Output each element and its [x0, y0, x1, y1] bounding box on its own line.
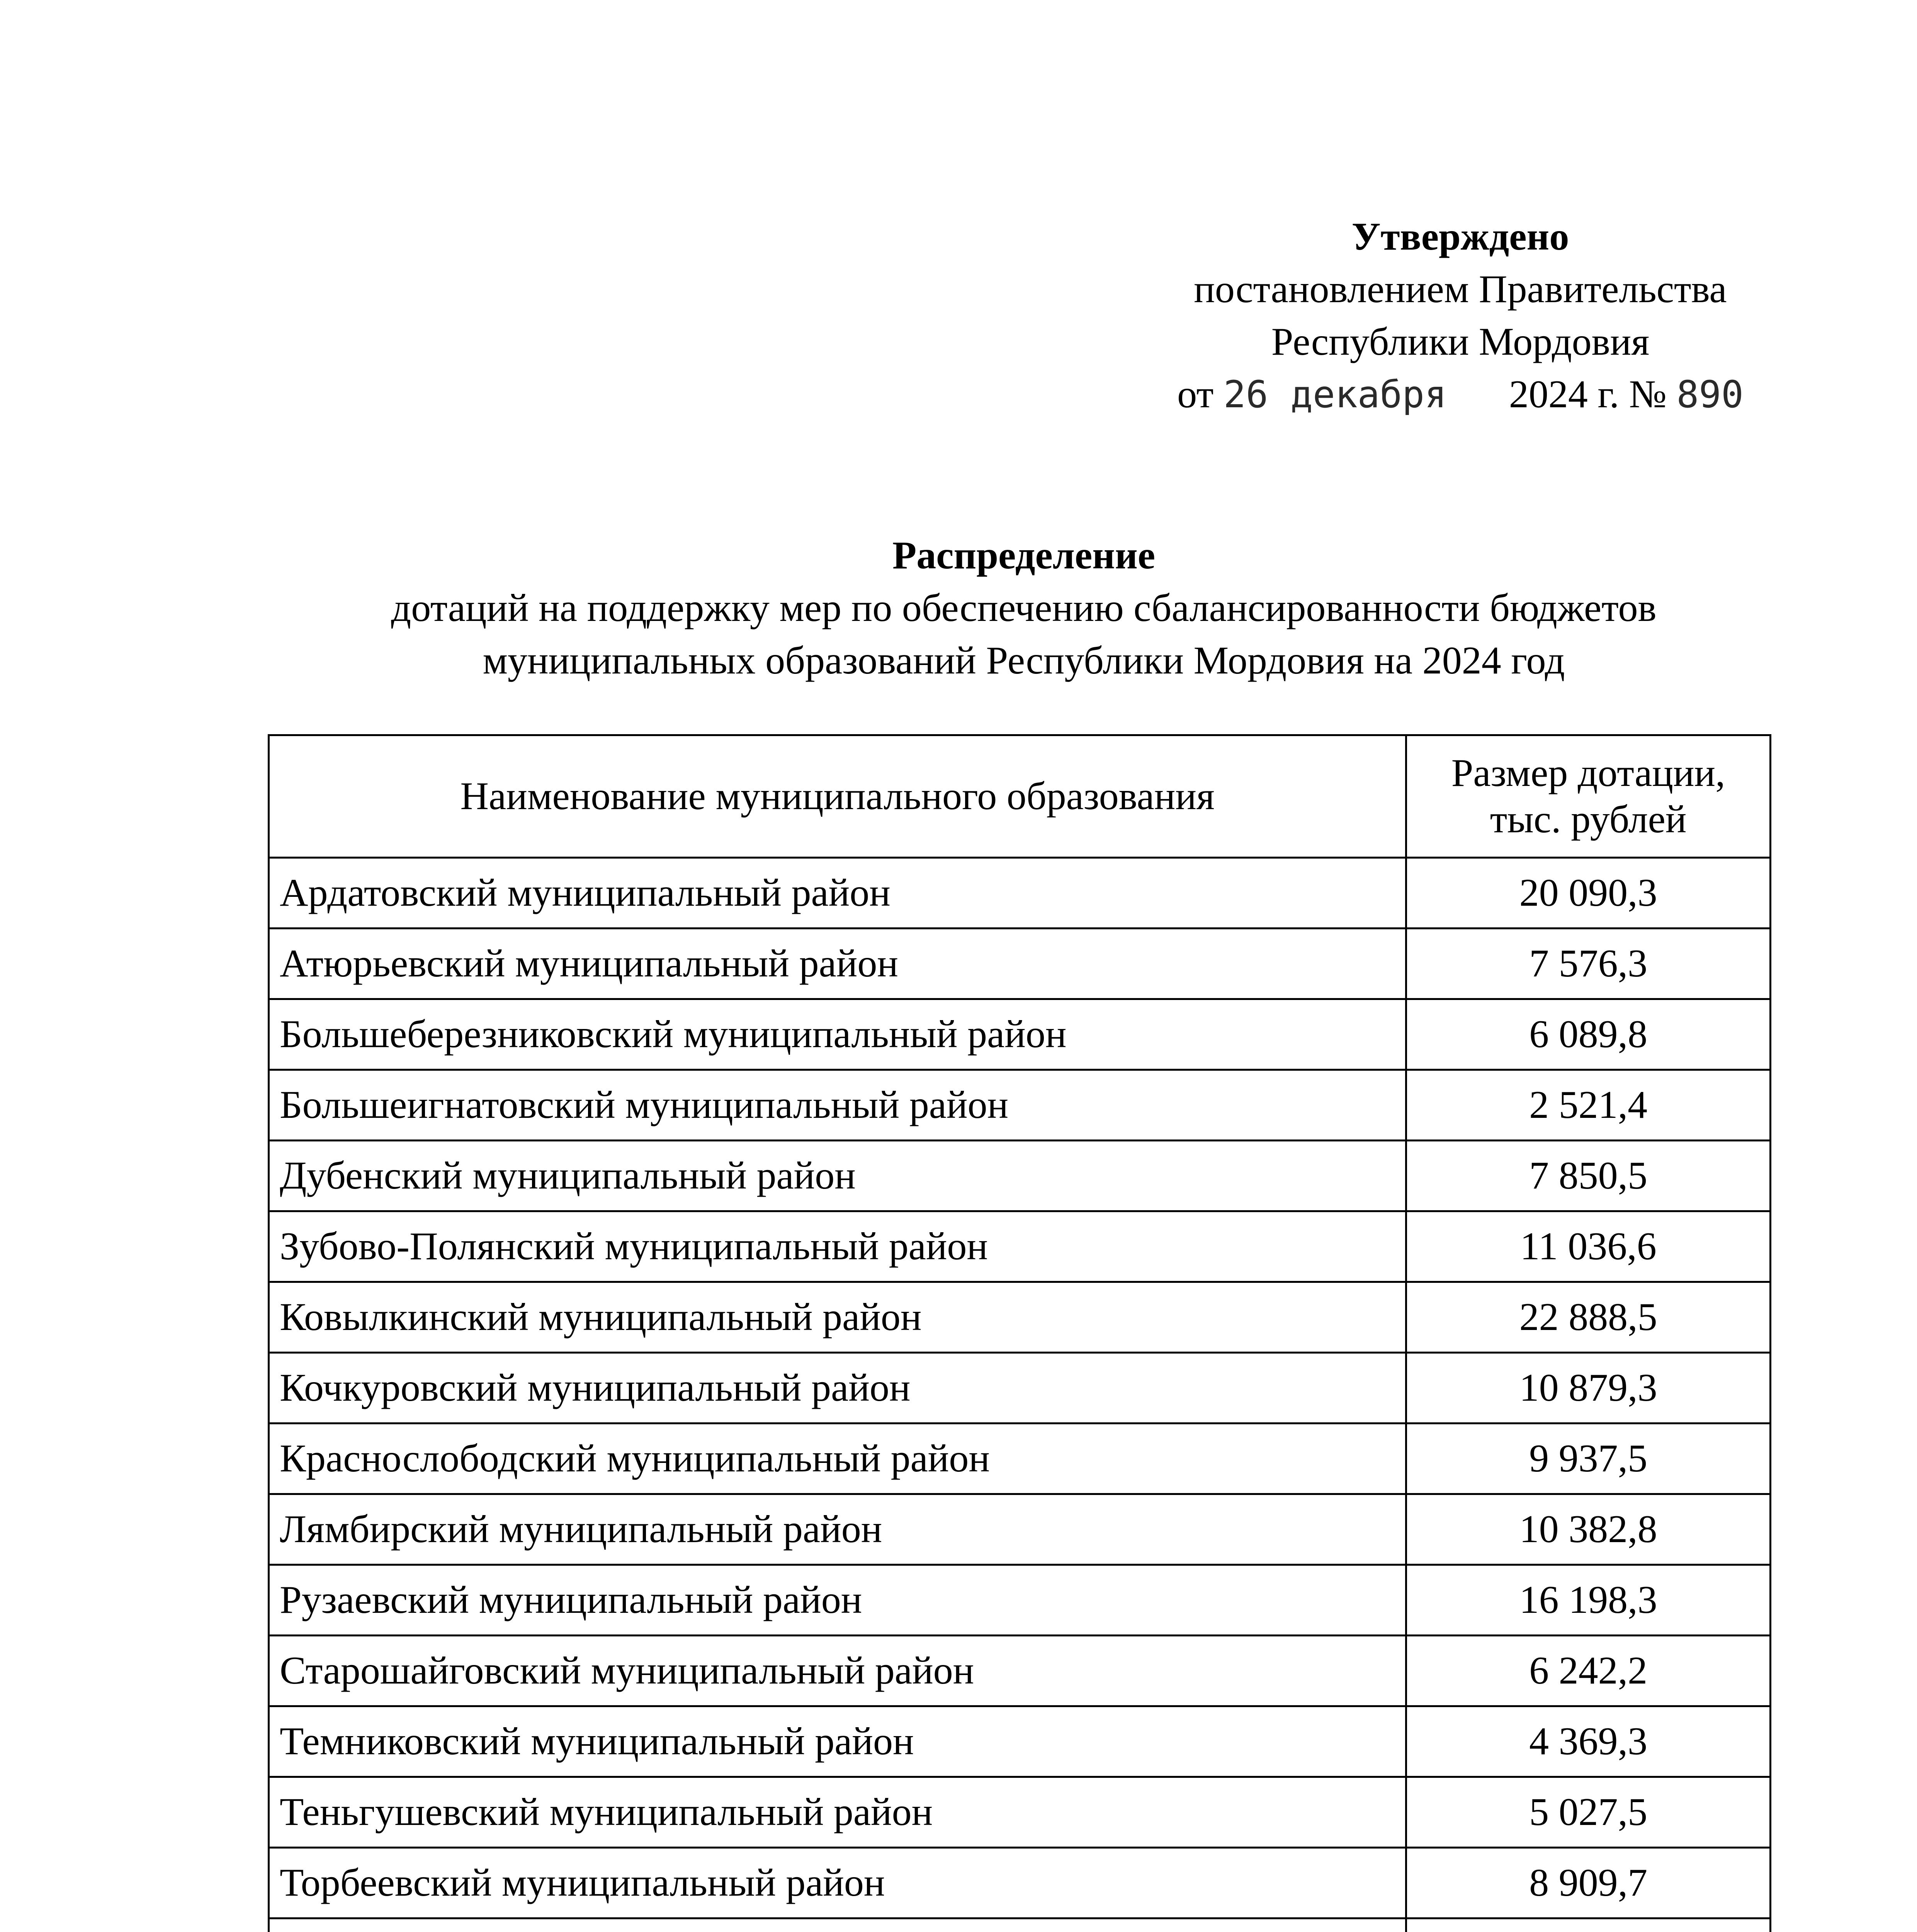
table-row [269, 1848, 1771, 1918]
table-row [269, 1636, 1771, 1706]
document-title-block [185, 529, 1862, 687]
approval-decree-number: 890 [1676, 373, 1744, 416]
total-label [269, 1918, 1406, 1932]
table-row [269, 1211, 1771, 1282]
municipality-name: Большеигнатовский муниципальный район [269, 1070, 1406, 1141]
subsidy-amount: 8 909,7 [1406, 1848, 1771, 1918]
subsidy-amount: 22 888,5 [1406, 1282, 1771, 1353]
subsidy-amount: 10 382,8 [1406, 1494, 1771, 1565]
municipality-name: Атюрьевский муниципальный район [269, 929, 1406, 999]
municipality-name: Ковылкинский муниципальный район [269, 1282, 1406, 1353]
subsidy-amount: 9 937,5 [1406, 1423, 1771, 1494]
subsidy-amount: 16 198,3 [1406, 1565, 1771, 1636]
header-subsidy-amount-line-2: тыс. рублей [1490, 798, 1687, 841]
approval-date-day-month: 26 декабря [1223, 373, 1447, 416]
document-subtitle-line-2: муниципальных образований Республики Мордовия на 2024 год [483, 639, 1565, 682]
document-title: Распределение [892, 534, 1156, 577]
municipality-name: Ардатовский муниципальный район [269, 858, 1406, 929]
subsidy-amount: 7 576,3 [1406, 929, 1771, 999]
subsidy-amount: 11 036,6 [1406, 1211, 1771, 1282]
subsidy-amount: 2 521,4 [1406, 1070, 1771, 1141]
subsidy-amount: 6 242,2 [1406, 1636, 1771, 1706]
distribution-table [268, 734, 1771, 1932]
approval-date-year: 2024 г. № [1509, 372, 1667, 416]
approval-date-line [1136, 368, 1785, 421]
municipality-name: Зубово-Полянский муниципальный район [269, 1211, 1406, 1282]
subsidy-amount: 7 850,5 [1406, 1141, 1771, 1211]
table-row [269, 858, 1771, 929]
header-subsidy-amount [1406, 735, 1771, 858]
approval-title: Утверждено [1351, 215, 1569, 259]
approval-stamp [1136, 211, 1785, 421]
header-subsidy-amount-line-1: Размер дотации, [1451, 751, 1725, 795]
subsidy-amount: 20 090,3 [1406, 858, 1771, 929]
municipality-name: Старошайговский муниципальный район [269, 1636, 1406, 1706]
table-row [269, 999, 1771, 1070]
table-header-row [269, 735, 1771, 858]
table-row [269, 1706, 1771, 1777]
municipality-name: Лямбирский муниципальный район [269, 1494, 1406, 1565]
table-row [269, 929, 1771, 999]
municipality-name: Кочкуровский муниципальный район [269, 1353, 1406, 1423]
municipality-name: Дубенский муниципальный район [269, 1141, 1406, 1211]
table-row [269, 1777, 1771, 1848]
subsidy-amount: 6 089,8 [1406, 999, 1771, 1070]
municipality-name: Большеберезниковский муниципальный район [269, 999, 1406, 1070]
approval-decree-line-2: Республики Мордовия [1271, 320, 1650, 364]
approval-decree-line-1: постановлением Правительства [1194, 267, 1727, 311]
subsidy-amount: 10 879,3 [1406, 1353, 1771, 1423]
municipality-name: Краснослободский муниципальный район [269, 1423, 1406, 1494]
municipality-name: Теньгушевский муниципальный район [269, 1777, 1406, 1848]
table-row [269, 1423, 1771, 1494]
header-municipality-name: Наименование муниципального образования [269, 735, 1406, 858]
municipality-name: Торбеевский муниципальный район [269, 1848, 1406, 1918]
document-subtitle-line-1: дотаций на поддержку мер по обеспечению сбалансированности бюджетов [391, 586, 1657, 630]
table-row [269, 1070, 1771, 1141]
subsidy-amount: 5 027,5 [1406, 1777, 1771, 1848]
municipality-name: Темниковский муниципальный район [269, 1706, 1406, 1777]
table-total-row [269, 1918, 1771, 1932]
table-row [269, 1141, 1771, 1211]
municipality-name: Рузаевский муниципальный район [269, 1565, 1406, 1636]
table-row [269, 1353, 1771, 1423]
total-amount [1406, 1918, 1771, 1932]
table-row [269, 1282, 1771, 1353]
table-row [269, 1565, 1771, 1636]
approval-date-prefix: от [1177, 372, 1214, 416]
subsidy-amount: 4 369,3 [1406, 1706, 1771, 1777]
table-row [269, 1494, 1771, 1565]
